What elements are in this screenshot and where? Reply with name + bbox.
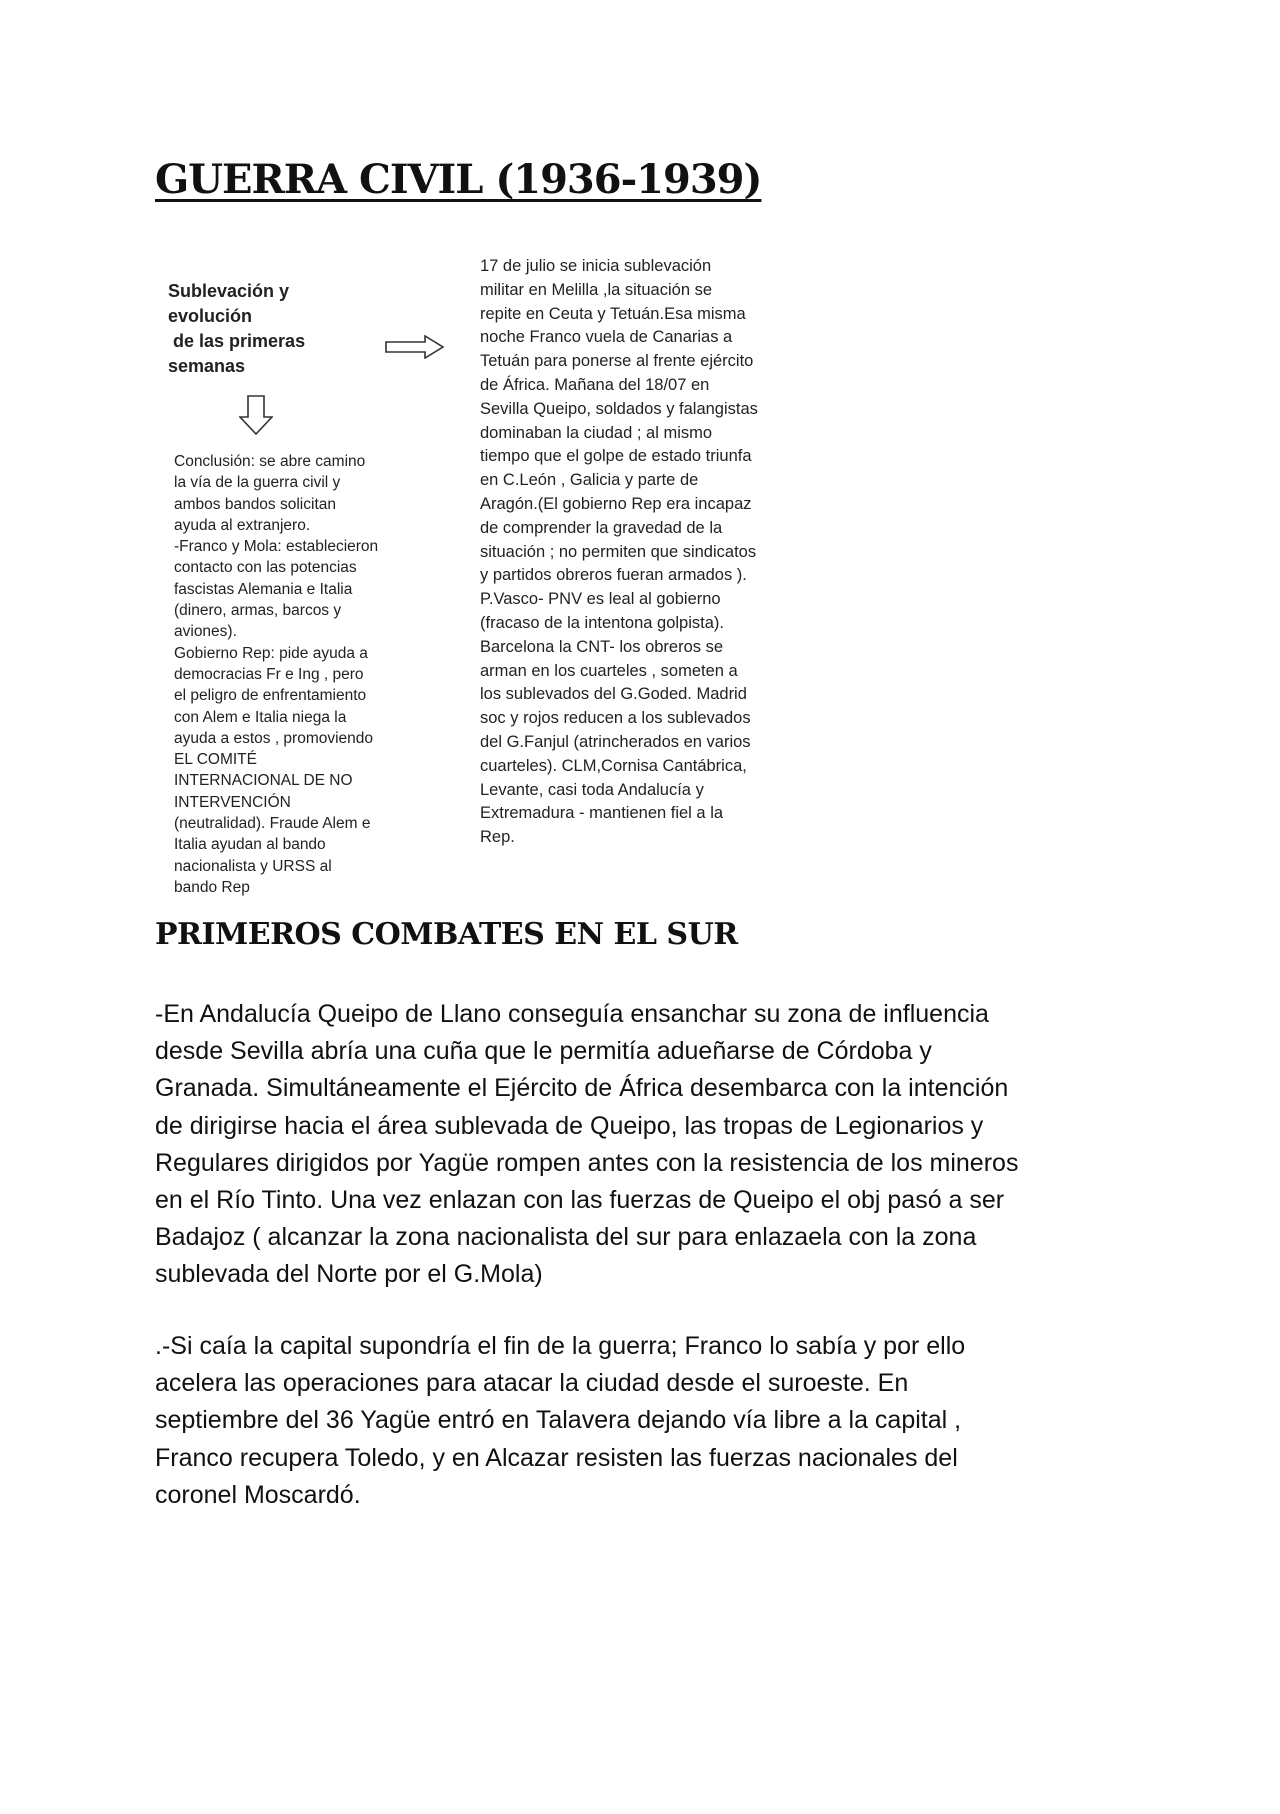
paragraph-line: septiembre del 36 Yagüe entró en Talavera dejando vía libre a la capital , [155, 1406, 962, 1435]
paragraph-line: acelera las operaciones para atacar la ciudad desde el suroeste. En [155, 1369, 909, 1398]
arrow-down-icon [239, 395, 273, 435]
paragraph-line: .-Si caía la capital supondría el fin de la guerra; Franco lo sabía y por ello [155, 1332, 966, 1360]
diagram-conclusion-text: Conclusión: se abre camino la vía de la guerra civil y ambos bandos solicitan ayuda al extranjero. -Franco y Mola: establecieron contacto con las potencias fascistas Alemania e Italia (dinero, armas, barcos y aviones). Gobierno Rep: pide ayuda a democracias Fr e Ing , pero el peligro de enfrentamiento con Alem e Italia niega la ayuda a estos , promoviendo EL COMITÉ INTERNACIONAL DE NO INTERVENCIÓN (neutralidad). Fraude Alem e Italia ayudan al bando nacionalista y URSS al bando Rep [174, 453, 379, 896]
paragraph-line: coronel Moscardó. [155, 1480, 361, 1509]
paragraph-line: -En Andalucía Queipo de Llano conseguía ensanchar su zona de influencia [155, 1000, 989, 1028]
section-title: PRIMEROS COMBATES EN EL SUR [155, 917, 738, 952]
diagram-box-title-line: semanas [168, 356, 246, 376]
paragraph-line: desde Sevilla abría una cuña que le permitía adueñarse de Córdoba y [155, 1037, 932, 1066]
paragraph-capital [155, 1328, 1135, 1514]
paragraph-southern-combats [155, 996, 1135, 1294]
civil-war-diagram [160, 255, 820, 910]
diagram-box-title-line: de las primeras [168, 331, 306, 351]
paragraph-line: Franco recupera Toledo, y en Alcazar resisten las fuerzas nacionales del [155, 1443, 958, 1472]
page-title: GUERRA CIVIL (1936-1939) [155, 156, 762, 203]
paragraph-line: en el Río Tinto. Una vez enlazan con las fuerzas de Queipo el obj pasó a ser [155, 1186, 1005, 1215]
paragraph-line: Granada. Simultáneamente el Ejército de África desembarca con la intención [155, 1074, 1009, 1103]
diagram-box-title-line: Sublevación y [168, 281, 290, 301]
paragraph-line: sublevada del Norte por el G.Mola) [155, 1260, 543, 1289]
arrow-right-icon [385, 335, 445, 359]
diagram-events-text: 17 de julio se inicia sublevación militar en Melilla ,la situación se repite en Ceuta y Tetuán.Esa misma noche Franco vuela de Canarias a Tetuán para ponerse al frente ejército de África. Mañana del 18/07 en Sevilla Queipo, soldados y falangistas dominaban la ciudad ; al mismo tiempo que el golpe de estado triunfa en C.León , Galicia y parte de Aragón.(El gobierno Rep era incapaz de comprender la gravedad de la situación ; no permiten que sindicatos y partidos obreros fueran armados ). P.Vasco- PNV es leal al gobierno (fracaso de la intentona golpista). Barcelona la CNT- los obreros se arman en los cuarteles , someten a los sublevados del G.Goded. Madrid soc y rojos reducen a los sublevados del G.Fanjul (atrincherados en varios cuarteles). CLM,Cornisa Cantábrica, Levante, casi toda Andalucía y Extremadura - mantienen fiel a la Rep. [480, 257, 758, 847]
paragraph-line: de dirigirse hacia el área sublevada de Queipo, las tropas de Legionarios y [155, 1111, 984, 1140]
diagram-box-title [168, 279, 358, 379]
paragraph-line: Badajoz ( alcanzar la zona nacionalista del sur para enlazaela con la zona [155, 1223, 977, 1252]
paragraph-line: Regulares dirigidos por Yagüe rompen antes con la resistencia de los mineros [155, 1148, 1019, 1177]
diagram-box-title-line: evolución [168, 306, 253, 326]
